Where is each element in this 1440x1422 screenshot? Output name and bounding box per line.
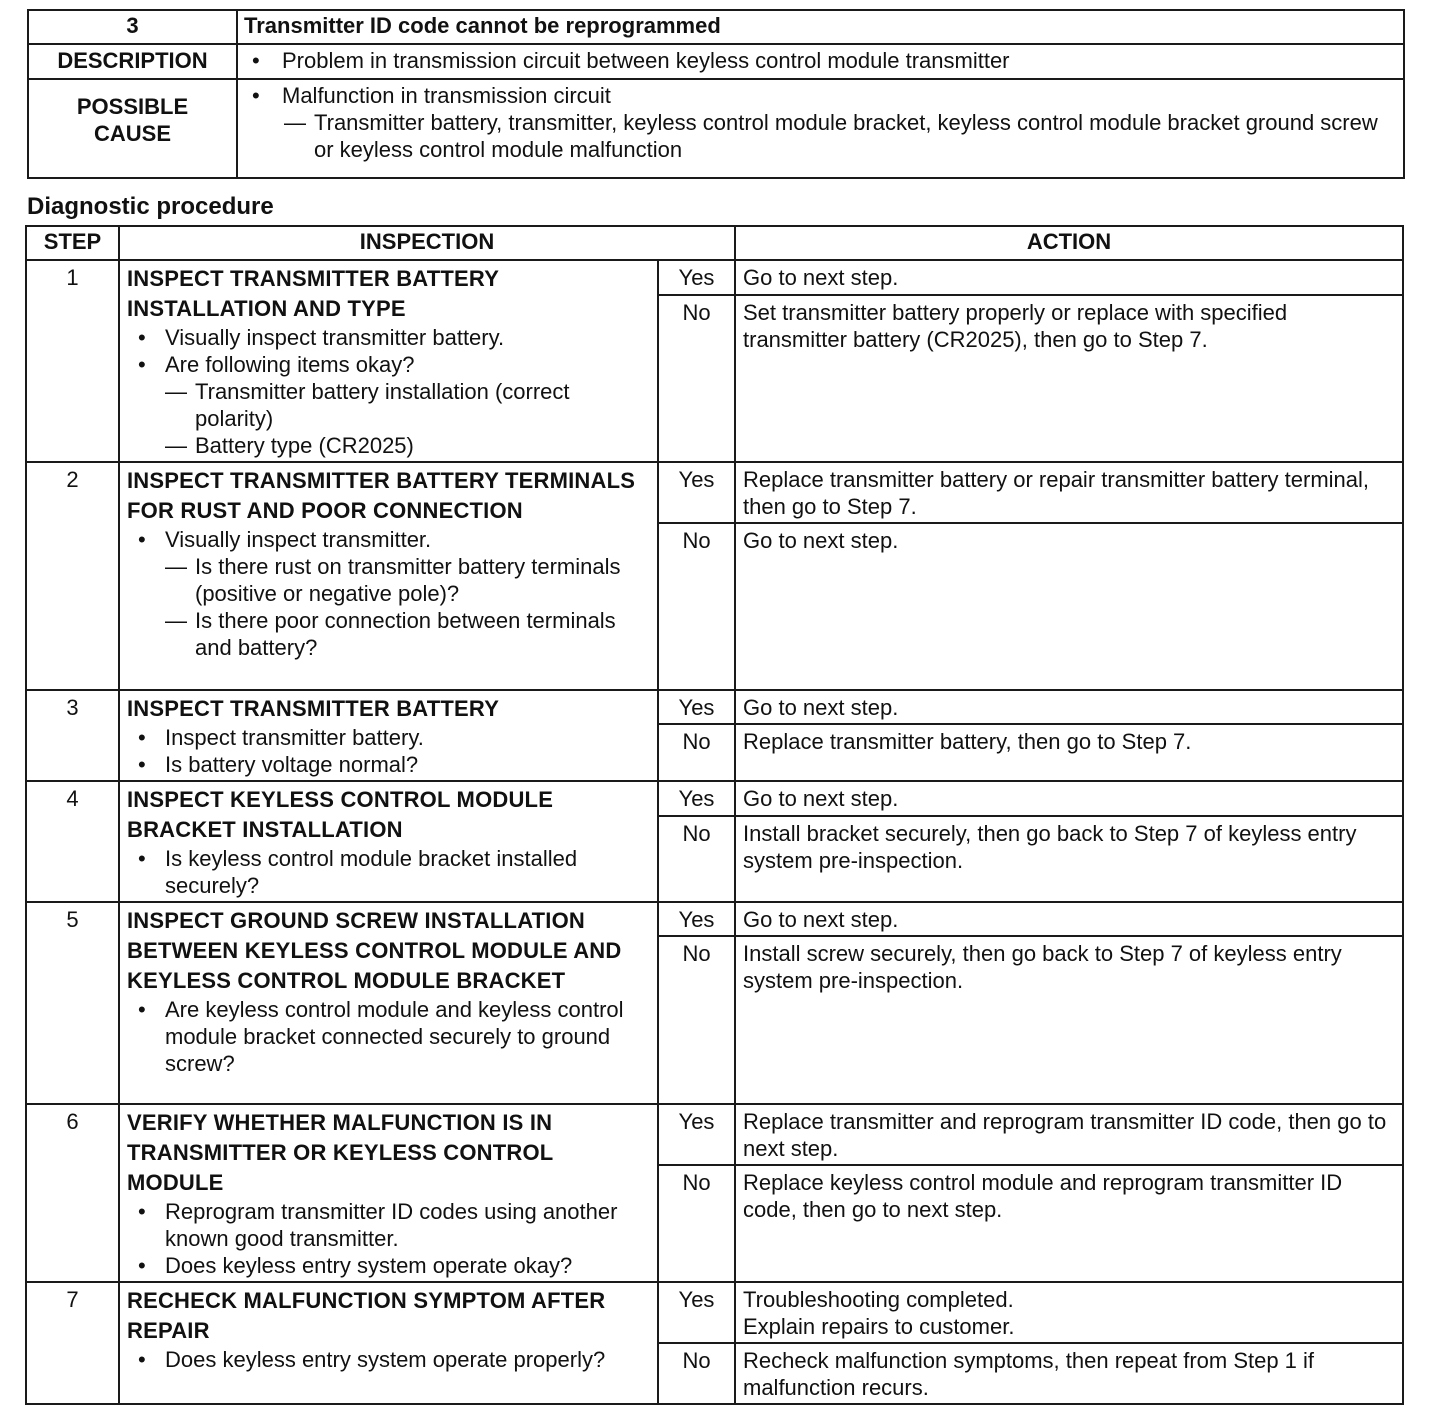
inspection-cell — [119, 1282, 658, 1404]
yes-label: Yes — [658, 260, 735, 295]
no-action: Replace transmitter battery, then go to Step 7. — [735, 724, 1403, 781]
yes-label: Yes — [658, 1104, 735, 1165]
description-text: • Problem in transmission circuit between keyless control module transmitter — [238, 47, 1403, 74]
inspection-bullet: • Is keyless control module bracket installed securely? — [127, 845, 651, 899]
no-action: Replace keyless control module and reprogram transmitter ID code, then go to next step. — [735, 1165, 1403, 1282]
inspection-cell — [119, 690, 658, 781]
step-number: 4 — [26, 781, 119, 902]
possible-cause-label-line2: CAUSE — [93, 121, 171, 146]
step-number: 1 — [26, 260, 119, 462]
description-row — [28, 44, 1404, 79]
inspection-bullet: • Visually inspect transmitter battery. — [127, 324, 651, 351]
step-row — [26, 781, 1403, 816]
possible-cause-row — [28, 79, 1404, 178]
inspection-title: RECHECK MALFUNCTION SYMPTOM AFTER REPAIR — [127, 1288, 606, 1343]
header-step: STEP — [26, 226, 119, 260]
step-row — [26, 902, 1403, 936]
yes-action: Go to next step. — [735, 781, 1403, 816]
fault-title: Transmitter ID code cannot be reprogrammed — [237, 10, 1404, 44]
step-row — [26, 1282, 1403, 1343]
inspection-cell — [119, 462, 658, 690]
step-number: 3 — [26, 690, 119, 781]
inspection-cell — [119, 260, 658, 462]
inspection-title: INSPECT GROUND SCREW INSTALLATION BETWEEN KEYLESS CONTROL MODULE AND KEYLESS CONTROL MODULE BRACKET — [127, 908, 622, 993]
yes-action: Go to next step. — [735, 902, 1403, 936]
inspection-title: VERIFY WHETHER MALFUNCTION IS IN TRANSMITTER OR KEYLESS CONTROL MODULE — [127, 1110, 554, 1195]
step-row — [26, 260, 1403, 295]
inspection-title: INSPECT TRANSMITTER BATTERY TERMINALS FOR RUST AND POOR CONNECTION — [127, 468, 636, 523]
yes-label: Yes — [658, 781, 735, 816]
no-label: No — [658, 816, 735, 902]
no-label: No — [658, 1343, 735, 1404]
inspection-subitem: — Is there poor connection between terminals and battery? — [127, 607, 651, 661]
yes-action: Go to next step. — [735, 260, 1403, 295]
no-action: Install screw securely, then go back to Step 7 of keyless entry system pre-inspection. — [735, 936, 1403, 1104]
fault-description-table — [27, 9, 1405, 179]
possible-cause-label-line1: POSSIBLE — [76, 94, 189, 119]
inspection-bullet: • Does keyless entry system operate properly? — [127, 1346, 651, 1373]
diagnostic-procedure-heading: Diagnostic procedure — [27, 193, 274, 220]
yes-action: Troubleshooting completed. — [743, 1287, 1014, 1312]
yes-action-line2: Explain repairs to customer. — [743, 1314, 1015, 1339]
no-label: No — [658, 936, 735, 1104]
yes-label: Yes — [658, 690, 735, 724]
inspection-title: INSPECT KEYLESS CONTROL MODULE BRACKET INSTALLATION — [127, 787, 554, 842]
yes-action: Replace transmitter and reprogram transmitter ID code, then go to next step. — [735, 1104, 1403, 1165]
step-number: 5 — [26, 902, 119, 1104]
step-number: 7 — [26, 1282, 119, 1404]
no-action: Recheck malfunction symptoms, then repeat from Step 1 if malfunction recurs. — [735, 1343, 1403, 1404]
yes-action: Go to next step. — [735, 690, 1403, 724]
header-inspection: INSPECTION — [119, 226, 735, 260]
step-row — [26, 690, 1403, 724]
inspection-subitem: — Battery type (CR2025) — [127, 432, 651, 459]
inspection-bullet: • Inspect transmitter battery. — [127, 724, 651, 751]
step-number: 2 — [26, 462, 119, 690]
inspection-bullet: • Reprogram transmitter ID codes using another known good transmitter. — [127, 1198, 651, 1252]
diagnostic-procedure-table — [25, 225, 1404, 1405]
no-label: No — [658, 523, 735, 690]
no-action: Set transmitter battery properly or replace with specified transmitter battery (CR2025), then go to Step 7. — [735, 295, 1403, 463]
inspection-cell — [119, 1104, 658, 1282]
no-action: Install bracket securely, then go back to Step 7 of keyless entry system pre-inspection. — [735, 816, 1403, 902]
fault-number: 3 — [28, 10, 237, 44]
step-row — [26, 1104, 1403, 1165]
fault-title-row — [28, 10, 1404, 44]
yes-label: Yes — [658, 1282, 735, 1343]
table-header-row — [26, 226, 1403, 260]
cause-main: • Malfunction in transmission circuit — [238, 82, 1403, 109]
description-label: DESCRIPTION — [28, 44, 237, 79]
yes-label: Yes — [658, 462, 735, 523]
inspection-cell — [119, 781, 658, 902]
possible-cause-label — [28, 79, 237, 178]
description-cell — [237, 44, 1404, 79]
inspection-bullet: • Is battery voltage normal? — [127, 751, 651, 778]
inspection-bullet: • Visually inspect transmitter. — [127, 526, 651, 553]
step-number: 6 — [26, 1104, 119, 1282]
yes-action-cell — [735, 1282, 1403, 1343]
yes-action: Replace transmitter battery or repair transmitter battery terminal, then go to Step 7. — [735, 462, 1403, 523]
possible-cause-cell — [237, 79, 1404, 178]
cause-detail: — Transmitter battery, transmitter, keyless control module bracket, keyless control module bracket ground screw or keyless control module malfunction — [238, 109, 1403, 163]
inspection-bullet: • Are following items okay? — [127, 351, 651, 378]
inspection-subitem: — Transmitter battery installation (correct polarity) — [127, 378, 651, 432]
no-label: No — [658, 1165, 735, 1282]
header-action: ACTION — [735, 226, 1403, 260]
no-label: No — [658, 295, 735, 463]
inspection-subitem: — Is there rust on transmitter battery terminals (positive or negative pole)? — [127, 553, 651, 607]
no-label: No — [658, 724, 735, 781]
yes-label: Yes — [658, 902, 735, 936]
no-action: Go to next step. — [735, 523, 1403, 690]
step-row — [26, 462, 1403, 523]
inspection-bullet: • Does keyless entry system operate okay? — [127, 1252, 651, 1279]
inspection-bullet: • Are keyless control module and keyless control module bracket connected securely to ground screw? — [127, 996, 651, 1077]
inspection-title: INSPECT TRANSMITTER BATTERY INSTALLATION AND TYPE — [127, 266, 499, 321]
inspection-cell — [119, 902, 658, 1104]
inspection-title: INSPECT TRANSMITTER BATTERY — [127, 696, 500, 721]
